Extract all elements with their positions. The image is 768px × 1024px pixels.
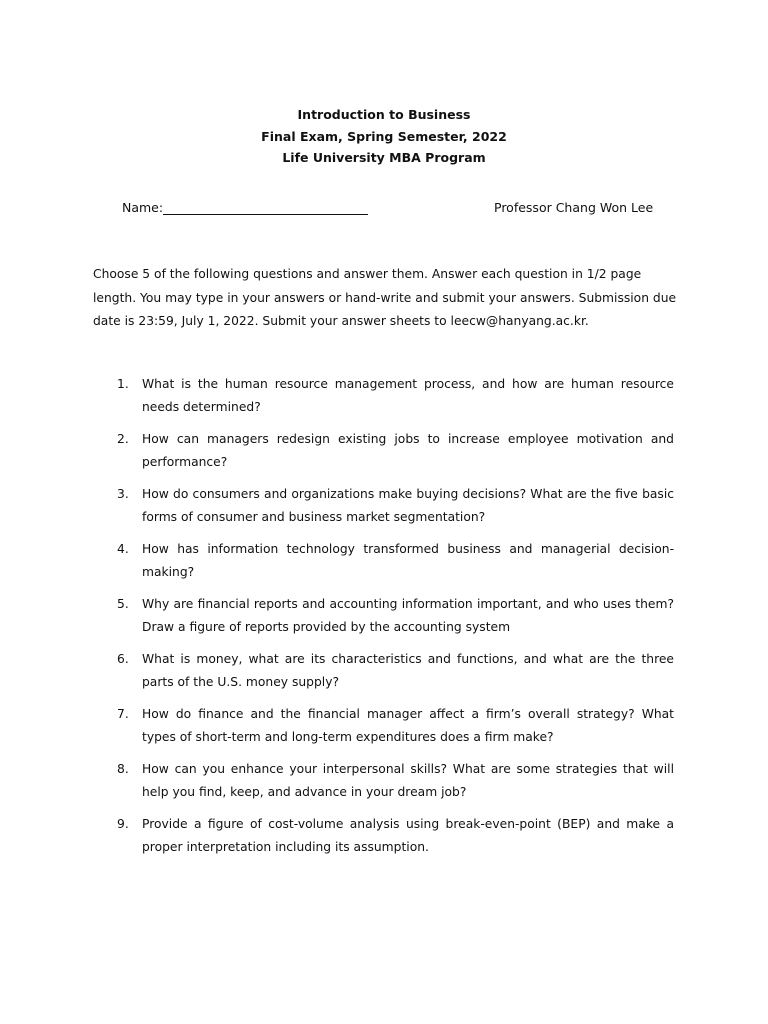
question-number: 6.	[117, 652, 129, 666]
question-list	[0, 373, 768, 868]
question-item	[0, 758, 768, 803]
question-item	[0, 373, 768, 418]
question-text: How can managers redesign existing jobs to increase employee motivation and performance?	[142, 432, 674, 469]
name-label: Name:	[122, 200, 164, 215]
question-item	[0, 483, 768, 528]
question-item	[0, 593, 768, 638]
professor-name: Professor Chang Won Lee	[494, 200, 654, 215]
question-text: Why are financial reports and accounting information important, and who uses them? Draw a figure of reports provided by the accounting system	[142, 597, 674, 634]
question-item	[0, 538, 768, 583]
question-text: Provide a figure of cost-volume analysis using break-even-point (BEP) and make a proper interpretation including its assumption.	[142, 817, 674, 854]
question-item	[0, 703, 768, 748]
question-number: 7.	[117, 707, 129, 721]
question-text: How do consumers and organizations make buying decisions? What are the five basic forms of consumer and business market segmentation?	[142, 487, 674, 524]
question-text: How can you enhance your interpersonal skills? What are some strategies that will help you find, keep, and advance in your dream job?	[142, 762, 674, 799]
question-item	[0, 648, 768, 693]
question-number: 9.	[117, 817, 129, 831]
course-title: Introduction to Business	[297, 107, 471, 122]
question-number: 5.	[117, 597, 129, 611]
question-number: 4.	[117, 542, 129, 556]
exam-title: Final Exam, Spring Semester, 2022	[261, 128, 507, 144]
name-blank-line	[163, 214, 368, 215]
instructions-paragraph: Choose 5 of the following questions and answer them. Answer each question in 1/2 page length. You may type in your answers or hand-write and submit your answers. Submission due date is 23:59, July 1, 2022. Submit your answer sheets to leecw@hanyang.ac.kr.	[93, 267, 677, 328]
question-item	[0, 813, 768, 858]
question-number: 1.	[117, 377, 129, 391]
name-row	[122, 200, 652, 222]
program-title: Life University MBA Program	[282, 150, 486, 165]
question-text: How do finance and the financial manager affect a firm’s overall strategy? What types of short-term and long-term expenditures does a firm make?	[142, 707, 674, 744]
question-text: How has information technology transformed business and managerial decision-making?	[142, 542, 674, 579]
question-item	[0, 428, 768, 473]
question-number: 3.	[117, 487, 129, 501]
question-number: 2.	[117, 432, 129, 446]
question-text: What is the human resource management process, and how are human resource needs determined?	[142, 377, 674, 414]
question-number: 8.	[117, 762, 129, 776]
exam-header	[0, 104, 768, 169]
question-text: What is money, what are its characteristics and functions, and what are the three parts of the U.S. money supply?	[142, 652, 674, 689]
